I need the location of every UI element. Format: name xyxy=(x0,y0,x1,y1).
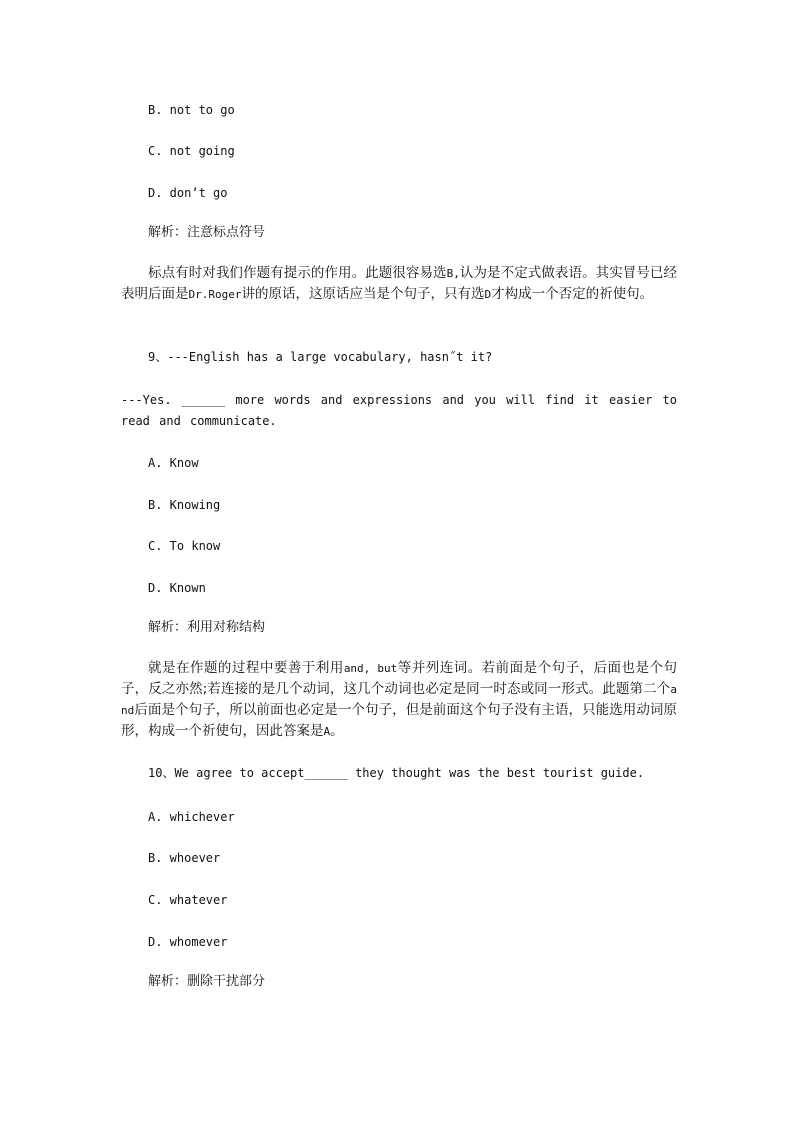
q8-option-d: D. don’t go xyxy=(148,186,228,200)
q10-option-c: C. whatever xyxy=(148,893,228,907)
q8-analysis-text-1: 标点有时对我们作题有提示的作用。此题很容易选 xyxy=(148,265,447,281)
q10-option-b: B. whoever xyxy=(148,851,221,865)
q9-analysis-paragraph xyxy=(121,658,677,742)
q9-option-b: B. Knowing xyxy=(148,498,221,512)
q9-analysis-text-4: 。 xyxy=(330,723,344,739)
q9-analysis-text-2: 等并列连词。若前面是个句子，后面也是个句子，反之亦然;若连接的是几个动词，这几个动词也必定是同一时态或同一形式。此题第二个 xyxy=(121,660,678,697)
q8-analysis-title: 解析：注意标点符号 xyxy=(148,225,266,240)
q8-option-c: C. not going xyxy=(148,144,235,158)
q9-analysis-code-3: A xyxy=(323,725,331,738)
q9-option-d: D. Known xyxy=(148,581,206,595)
q8-analysis-code-3: D xyxy=(484,288,492,301)
q10-option-d: D. whomever xyxy=(148,935,228,949)
q8-analysis-code-1: B, xyxy=(446,267,460,280)
q9-analysis-code-2: and xyxy=(121,683,677,717)
q9-analysis-code-1: and, but xyxy=(343,662,398,675)
q8-option-b: B. not to go xyxy=(148,103,235,117)
q10-option-a: A. whichever xyxy=(148,810,235,824)
q9-stem: 9、---English has a large vocabulary, hasn˝t it? xyxy=(148,350,493,364)
q10-stem: 10、We agree to accept______ they thought was the best tourist guide. xyxy=(148,766,645,780)
q8-analysis-text-3: 讲的原话，这原话应当是个句子，只有选 xyxy=(241,286,485,302)
q9-continuation: ---Yes. ______ more words and expressions and you will find it easier to read and communicate. xyxy=(121,393,677,428)
q10-analysis-title: 解析：删除干扰部分 xyxy=(148,974,266,989)
q9-option-a: A. Know xyxy=(148,456,199,470)
q9-option-c: C. To know xyxy=(148,539,221,553)
q8-analysis-paragraph xyxy=(121,263,677,305)
q9-analysis-text-3: 后面是个句子，所以前面也必定是一个句子，但是前面这个句子没有主语，只能选用动词原形，构成一个祈使句，因此答案是 xyxy=(121,702,677,739)
q8-analysis-code-2: Dr.Roger xyxy=(188,288,242,301)
q9-analysis-text-1: 就是在作题的过程中要善于利用 xyxy=(148,660,344,676)
q9-analysis-title: 解析：利用对称结构 xyxy=(148,620,266,635)
q8-analysis-text-2: 认为是不定式做表语。其实冒号已经表明后面是 xyxy=(121,265,678,302)
q8-analysis-text-4: 才构成一个否定的祈使句。 xyxy=(491,286,654,302)
